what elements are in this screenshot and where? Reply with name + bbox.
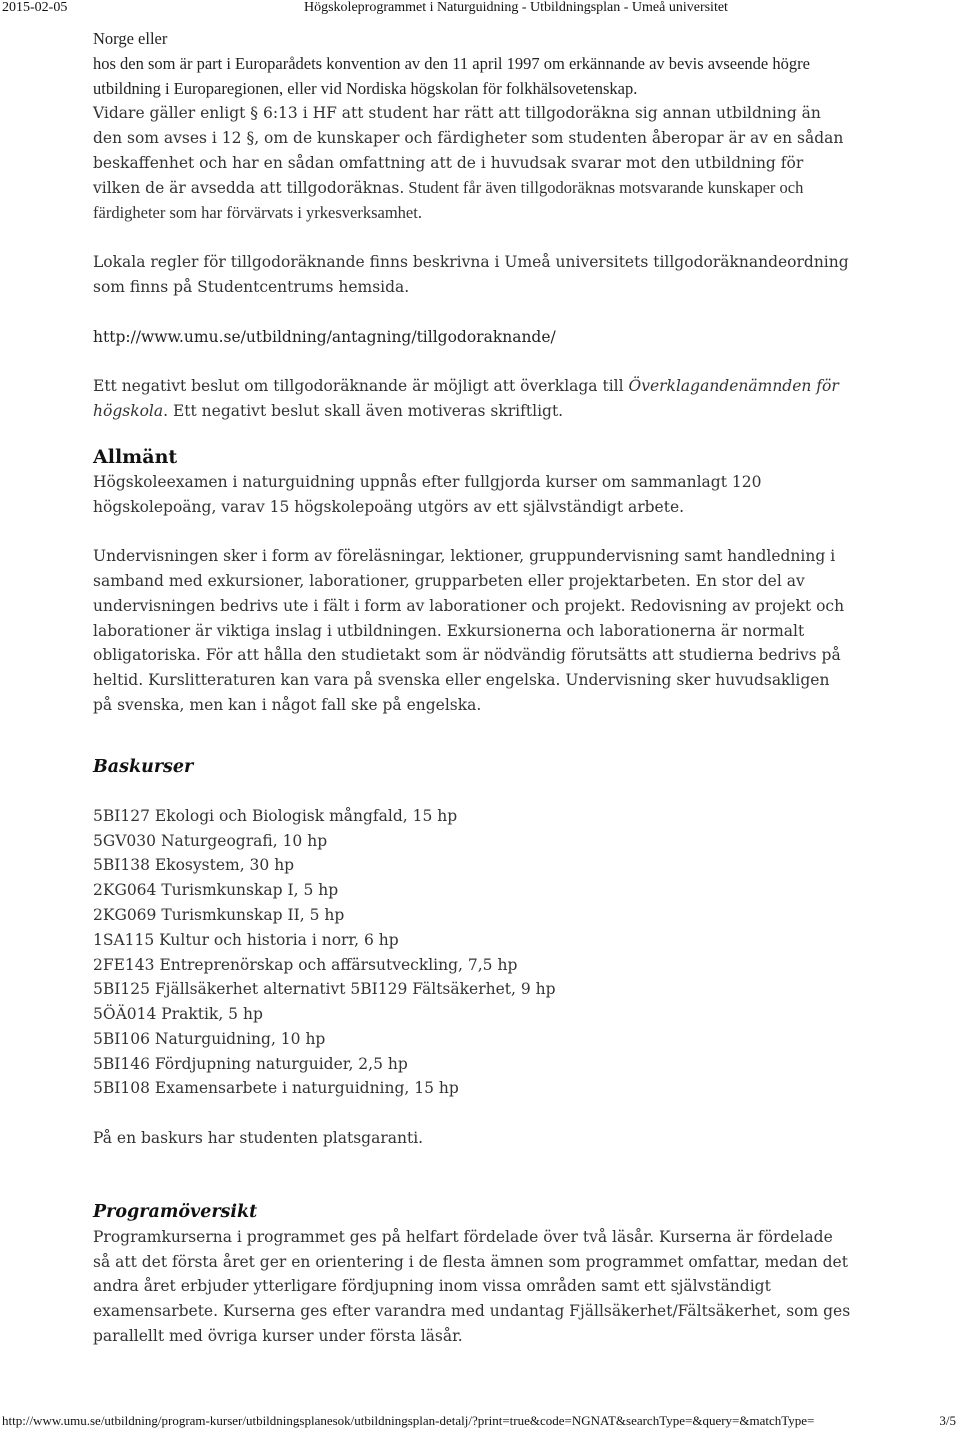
course-item: 5GV030 Naturgeografi, 10 hp [93,831,328,850]
programoversikt-heading: Programöversikt [93,1201,258,1222]
course-item: 5ÖÄ014 Praktik, 5 hp [93,1005,263,1024]
intro-line: Norge eller [93,29,168,48]
link-paragraph [93,325,853,350]
course-item: 5BI125 Fjällsäkerhet alternativt 5BI129 Fältsäkerhet, 9 hp [93,980,556,999]
course-item: 1SA115 Kultur och historia i norr, 6 hp [93,930,399,949]
baskurser-heading: Baskurser [93,756,194,777]
hf-text-times: Student får även tillgodoräknas motsvarande kunskaper och färdigheter som har förvärvats i yrkesverksamhet. [93,177,804,222]
hf-text-geo: Vidare gäller enligt § 6:13 i HF att student har rätt att tillgodoräkna sig annan utbildning än den som avses i 12 §, om de kunskaper och färdigheter som studenten åberopar är av en sådan beskaffenhet och har en sådan omfattning att de i huvudsak svarar mot den utbildning för vilken de är avsedda att tillgodoräknas. [93,104,844,197]
local-rules-paragraph: Lokala regler för tillgodoräknande finns beskrivna i Umeå universitets tillgodoräknandeordning som finns på Studentcentrums hemsida. [93,253,849,296]
course-item: 5BI108 Examensarbete i naturguidning, 15 hp [93,1079,459,1098]
allmant-paragraph-2: Undervisningen sker i form av föreläsningar, lektioner, gruppundervisning samt handledning i samband med exkursioner, laborationer, grupparbeten eller projektarbeten. En stor del av undervisningen bedrivs ute i fält i form av laborationer och projekt. Redovisning av projekt och laborationer är viktiga inslag i utbildningen. Exkursionerna och laborationerna är normalt obligatoriska. För att hålla den studietakt som är nödvändig förutsätts att studierna bedrivs på heltid. Kurslitteraturen kan vara på svenska eller engelska. Undervisning sker huvudsakligen på svenska, men kan i något fall ske på engelska. [93,547,845,714]
print-page-title: Högskoleprogrammet i Naturguidning - Utbildningsplan - Umeå universitet [304,0,728,15]
course-item: 5BI106 Naturguidning, 10 hp [93,1029,326,1048]
hf-paragraph [93,101,853,225]
allmant-heading: Allmänt [93,445,178,468]
tillgodoraknande-link[interactable]: http://www.umu.se/utbildning/antagning/tillgodoraknande/ [93,327,556,346]
course-item: 2KG064 Turismkunskap I, 5 hp [93,881,339,900]
appeal-text-1: Ett negativt beslut om tillgodoräknande är möjligt att överklaga till [93,377,629,396]
baskurs-note: På en baskurs har studenten platsgaranti. [93,1129,424,1148]
course-item: 5BI127 Ekologi och Biologisk mångfald, 15 hp [93,806,458,825]
appeal-paragraph [93,374,853,424]
intro-paragraph: hos den som är part i Europarådets konvention av den 11 april 1997 om erkännande av bevis avseende högre utbildning i Europaregionen, eller vid Nordiska högskolan för folkhälsovetenskap. [93,53,810,98]
course-item: 2KG069 Turismkunskap II, 5 hp [93,905,345,924]
document-body [93,27,853,1349]
course-item: 5BI146 Fördjupning naturguider, 2,5 hp [93,1054,408,1073]
page-number: 3/5 [939,1413,956,1428]
appeal-text-2: . Ett negativt beslut skall även motiveras skriftligt. [163,401,564,420]
print-url: http://www.umu.se/utbildning/program-kurser/utbildningsplanesok/utbildningsplan-detalj/?print=true&code=NGNAT&searchType=&query=&matchType= [2,1413,815,1428]
appeal-board-name: Överklagandenämnden för högskola [93,377,839,420]
course-list [93,804,853,1102]
course-item: 5BI138 Ekosystem, 30 hp [93,856,295,875]
print-date: 2015-02-05 [2,0,68,15]
allmant-paragraph-1: Högskoleexamen i naturguidning uppnås efter fullgjorda kurser om sammanlagt 120 högskolepoäng, varav 15 högskolepoäng utgörs av ett självständigt arbete. [93,472,762,516]
course-item: 2FE143 Entreprenörskap och affärsutveckling, 7,5 hp [93,955,518,974]
programoversikt-paragraph: Programkurserna i programmet ges på helfart fördelade över två läsår. Kurserna är fördelade så att det första året ger en orientering i de flesta ämnen som programmet omfattar, medan det andra året erbjuder ytterligare fördjupning inom vissa områden samt ett självständigt examensarbete. Kurserna ges efter varandra med undantag Fjällsäkerhet/Fältsäkerhet, som ges parallellt med övriga kurser under första läsår. [93,1227,851,1346]
